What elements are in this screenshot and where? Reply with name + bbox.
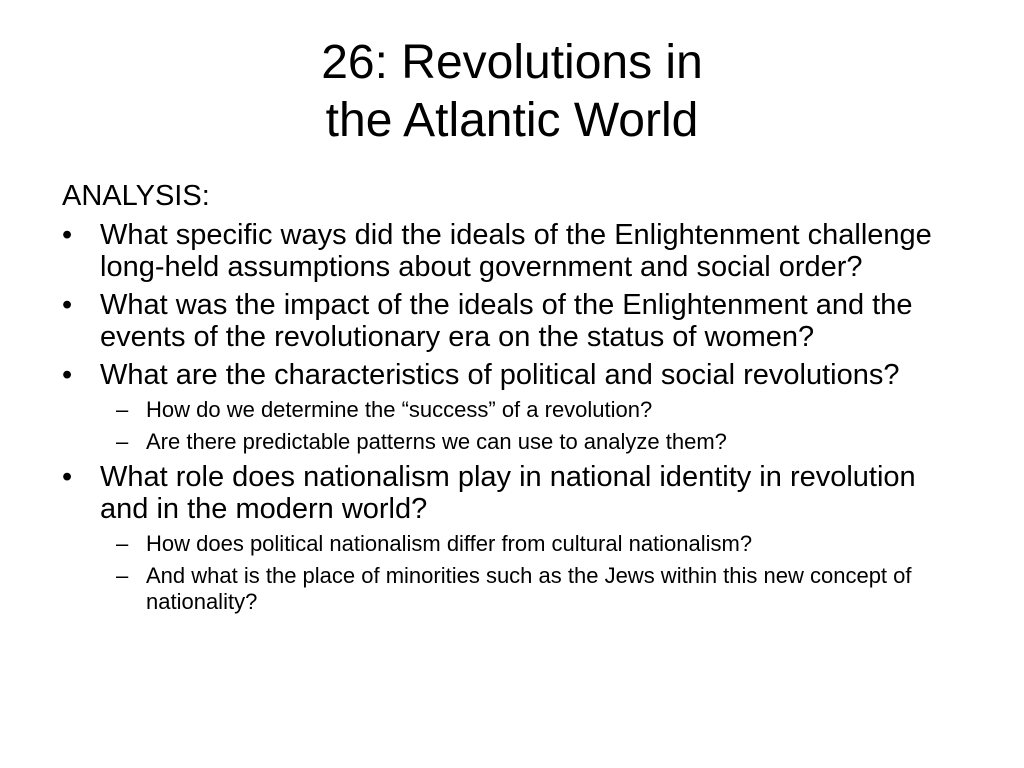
bullet-icon: • [62,289,73,321]
slide-body [62,180,962,621]
sub-bullet-text: And what is the place of minorities such as the Jews within this new concept of nationality? [146,563,912,614]
dash-icon: – [116,563,129,588]
sub-bullet-text: How do we determine the “success” of a revolution? [146,397,653,422]
slide-title-line-1: 26: Revolutions in [321,36,703,89]
slide-title [0,34,1024,150]
slide-title-line-2: the Atlantic World [325,94,699,147]
bullet-icon: • [62,219,73,251]
bullet-icon: • [62,359,73,391]
bullet-item [62,289,962,353]
sub-bullet-item [100,429,962,455]
sub-bullet-list [100,531,962,615]
bullet-text: What was the impact of the ideals of the Enlightenment and the events of the revolutionary era on the status of women? [100,289,913,353]
bullet-item [62,219,962,283]
bullet-item [62,359,962,455]
sub-bullet-text: How does political nationalism differ from cultural nationalism? [146,531,753,556]
dash-icon: – [116,429,129,454]
sub-bullet-item [100,563,962,615]
section-heading: ANALYSIS: [62,180,210,212]
dash-icon: – [116,397,129,422]
sub-bullet-list [100,397,962,455]
bullet-text: What are the characteristics of political and social revolutions? [100,359,900,391]
sub-bullet-item [100,397,962,423]
dash-icon: – [116,531,129,556]
bullet-text: What specific ways did the ideals of the Enlightenment challenge long-held assumptions about government and social order? [100,219,932,283]
sub-bullet-text: Are there predictable patterns we can use to analyze them? [146,429,727,454]
bullet-list [62,219,962,615]
bullet-item [62,461,962,615]
bullet-icon: • [62,461,73,493]
bullet-text: What role does nationalism play in national identity in revolution and in the modern world? [100,461,916,525]
sub-bullet-item [100,531,962,557]
